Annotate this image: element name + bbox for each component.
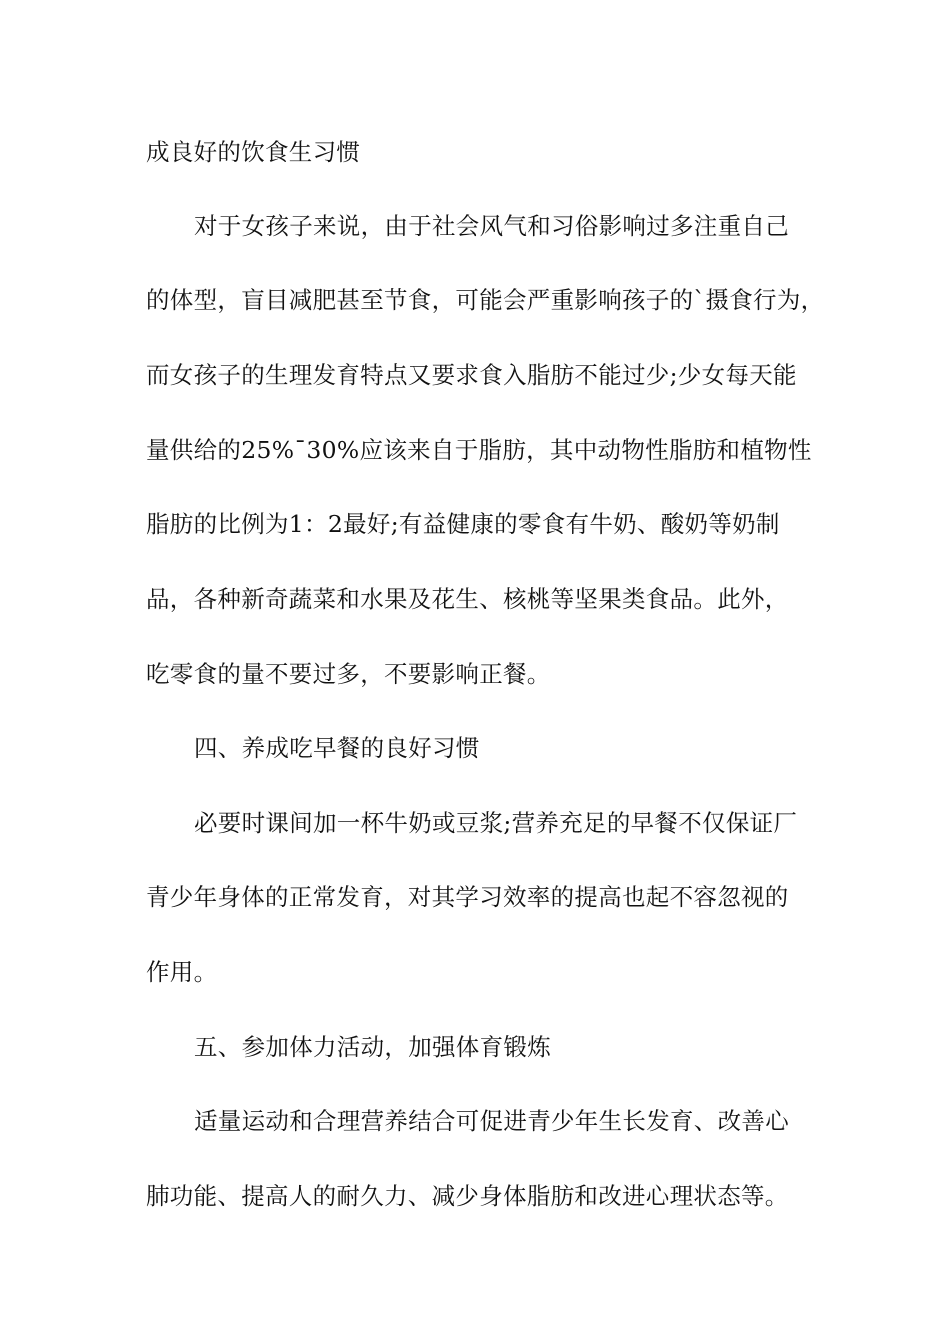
section-heading: 五、参加体力活动，加强体育锻炼	[194, 1033, 551, 1061]
paragraph-line: 量供给的25%¯30%应该来自于脂肪，其中动物性脂肪和植物性	[146, 436, 812, 464]
paragraph-line: 必要时课间加一杯牛奶或豆浆;营养充足的早餐不仅保证厂	[194, 809, 798, 837]
paragraph-line: 肺功能、提高人的耐久力、减少身体脂肪和改进心理状态等。	[146, 1182, 789, 1210]
paragraph-line: 而女孩子的生理发育特点又要求食入脂肪不能过少;少女每天能	[146, 361, 797, 389]
paragraph-line: 吃零食的量不要过多，不要影响正餐。	[146, 660, 551, 688]
paragraph-line: 青少年身体的正常发育，对其学习效率的提高也起不容忽视的	[146, 883, 789, 911]
paragraph-line: 品，各种新奇蔬菜和水果及花生、核桃等坚果类食品。此外，	[146, 585, 789, 613]
section-heading: 四、养成吃早餐的良好习惯	[194, 734, 480, 762]
paragraph-line: 的体型，盲目减肥甚至节食，可能会严重影响孩子的`摄食行为，	[146, 286, 825, 314]
paragraph-line: 脂肪的比例为1：2最好;有益健康的零食有牛奶、酸奶等奶制	[146, 510, 780, 538]
paragraph-line: 对于女孩子来说，由于社会风气和习俗影响过多注重自己	[194, 212, 789, 240]
paragraph-line: 成良好的饮食生习惯	[146, 138, 361, 166]
paragraph-line: 作用。	[146, 958, 218, 986]
paragraph-line: 适量运动和合理营养结合可促进青少年生长发育、改善心	[194, 1107, 789, 1135]
